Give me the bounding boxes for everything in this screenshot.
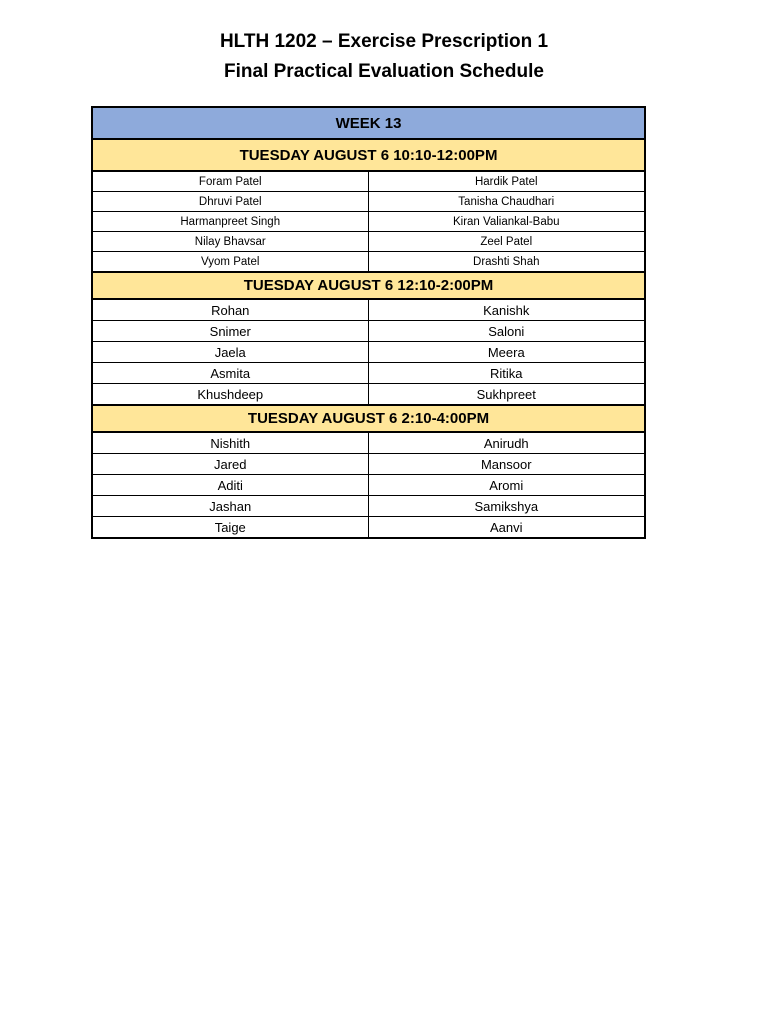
student-name-cell: Ritika: [368, 363, 645, 384]
table-row: [92, 192, 645, 212]
student-name-cell: Kanishk: [368, 299, 645, 321]
table-row: [92, 496, 645, 517]
student-name-cell: Mansoor: [368, 454, 645, 475]
student-name-cell: Aanvi: [368, 517, 645, 539]
student-name-cell: Dhruvi Patel: [92, 192, 368, 212]
table-row: [92, 171, 645, 192]
student-name-cell: Samikshya: [368, 496, 645, 517]
table-row: [92, 363, 645, 384]
student-name-cell: Nishith: [92, 432, 368, 454]
student-name-cell: Meera: [368, 342, 645, 363]
student-name-cell: Jashan: [92, 496, 368, 517]
session-header-row: [92, 139, 645, 171]
student-name-cell: Aromi: [368, 475, 645, 496]
student-name-cell: Nilay Bhavsar: [92, 232, 368, 252]
student-name-cell: Foram Patel: [92, 171, 368, 192]
table-row: [92, 212, 645, 232]
table-row: [92, 517, 645, 539]
student-name-cell: Aditi: [92, 475, 368, 496]
session-label: TUESDAY AUGUST 6 2:10-4:00PM: [92, 405, 645, 432]
session-label: TUESDAY AUGUST 6 12:10-2:00PM: [92, 272, 645, 299]
week-header-row: [92, 107, 645, 139]
student-name-cell: Hardik Patel: [368, 171, 645, 192]
table-row: [92, 321, 645, 342]
session-label: TUESDAY AUGUST 6 10:10-12:00PM: [92, 139, 645, 171]
student-name-cell: Tanisha Chaudhari: [368, 192, 645, 212]
student-name-cell: Rohan: [92, 299, 368, 321]
document-title: HLTH 1202 – Exercise Prescription 1: [219, 31, 549, 52]
student-name-cell: Saloni: [368, 321, 645, 342]
table-row: [92, 432, 645, 454]
student-name-cell: Snimer: [92, 321, 368, 342]
student-name-cell: Kiran Valiankal-Babu: [368, 212, 645, 232]
week-label: WEEK 13: [92, 107, 645, 139]
student-name-cell: Drashti Shah: [368, 252, 645, 273]
student-name-cell: Jaela: [92, 342, 368, 363]
student-name-cell: Anirudh: [368, 432, 645, 454]
document-subtitle: Final Practical Evaluation Schedule: [224, 61, 544, 82]
student-name-cell: Asmita: [92, 363, 368, 384]
student-name-cell: Khushdeep: [92, 384, 368, 406]
table-row: [92, 475, 645, 496]
student-name-cell: Taige: [92, 517, 368, 539]
student-name-cell: Zeel Patel: [368, 232, 645, 252]
table-row: [92, 454, 645, 475]
table-row: [92, 384, 645, 406]
session-header-row: [92, 272, 645, 299]
schedule-table: [91, 106, 646, 539]
student-name-cell: Jared: [92, 454, 368, 475]
student-name-cell: Harmanpreet Singh: [92, 212, 368, 232]
student-name-cell: Vyom Patel: [92, 252, 368, 273]
table-row: [92, 299, 645, 321]
table-row: [92, 252, 645, 273]
session-header-row: [92, 405, 645, 432]
table-row: [92, 342, 645, 363]
table-row: [92, 232, 645, 252]
student-name-cell: Sukhpreet: [368, 384, 645, 406]
